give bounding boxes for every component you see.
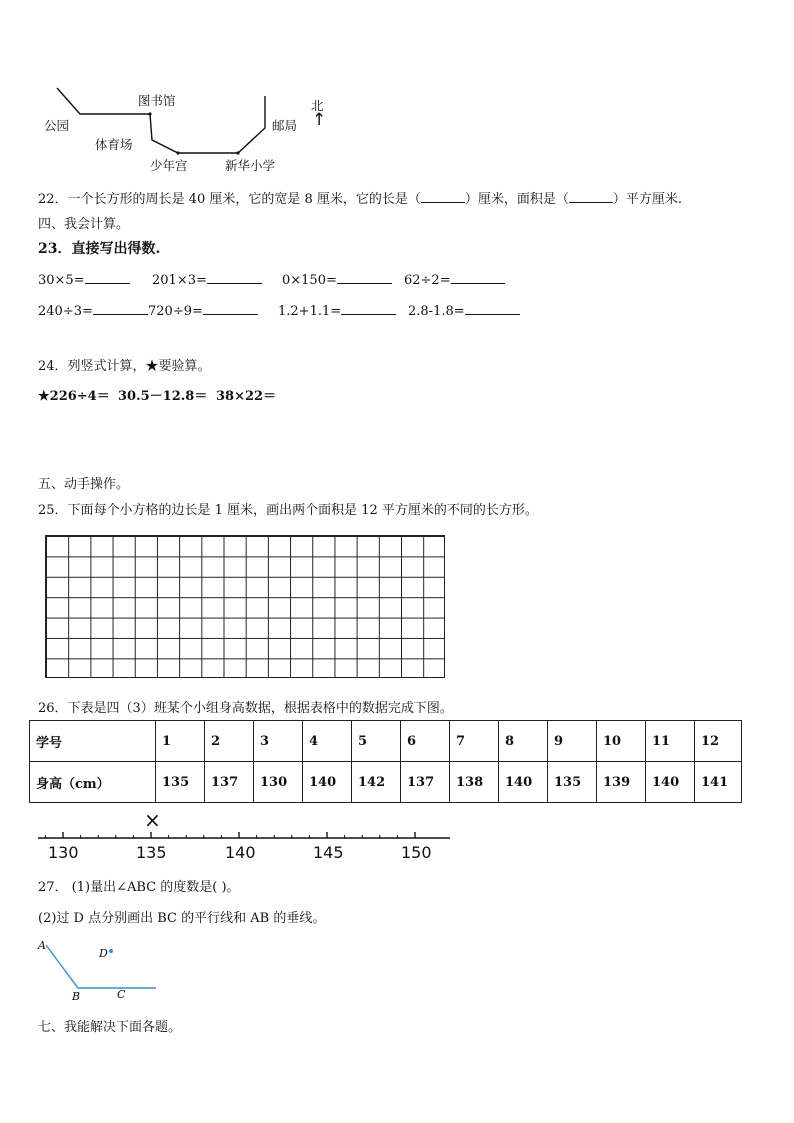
- question-27-part-2: (2)过 D 点分别画出 BC 的平行线和 AB 的垂线。: [38, 911, 326, 926]
- table-cell: 138: [450, 762, 499, 803]
- q23-expr: 240÷3=: [38, 304, 93, 319]
- table-cell: 1: [156, 721, 205, 762]
- section-5-heading: 五、动手操作。: [38, 477, 130, 492]
- table-cell: 140: [499, 762, 548, 803]
- number-line[interactable]: [0, 810, 794, 870]
- q24-item-2: 30.5－12.8＝: [118, 389, 208, 404]
- map-label-youth-palace: 少年宫: [150, 158, 188, 173]
- q24-item-1: ★226÷4＝: [38, 389, 110, 404]
- point-label-a: A: [38, 939, 46, 952]
- q22-text-c: ）平方厘米.: [612, 192, 683, 207]
- answer-blank[interactable]: [207, 271, 262, 284]
- table-cell: 7: [450, 721, 499, 762]
- answer-blank[interactable]: [465, 302, 520, 315]
- answer-blank[interactable]: [337, 271, 392, 284]
- table-cell: 135: [156, 762, 205, 803]
- point-label-b: B: [72, 990, 81, 1003]
- q24-item-3: 38×22＝: [216, 389, 277, 404]
- question-23-title: 23．直接写出得数.: [38, 241, 161, 257]
- question-22: [38, 188, 682, 207]
- q23-expr: 62÷2=: [404, 273, 451, 288]
- answer-blank[interactable]: [341, 302, 396, 315]
- table-cell: 139: [597, 762, 646, 803]
- answer-blank[interactable]: [451, 271, 505, 284]
- axis-label-145: 145: [313, 843, 344, 862]
- axis-label-150: 150: [401, 843, 432, 862]
- table-cell: 4: [303, 721, 352, 762]
- axis-label-135: 135: [136, 843, 167, 862]
- map-label-north: 北: [311, 98, 324, 113]
- square-grid[interactable]: [45, 535, 445, 678]
- q23-row2-item-1: [38, 302, 148, 319]
- q23-row1-item-1: [38, 271, 130, 288]
- table-cell: 135: [548, 762, 597, 803]
- angle-abc-figure: [38, 935, 238, 1005]
- q23-expr: 30×5=: [38, 273, 85, 288]
- table-cell: 9: [548, 721, 597, 762]
- north-arrow-icon: ↑: [312, 110, 327, 130]
- q23-row1-item-2: [152, 271, 262, 288]
- map-label-post-office: 邮局: [272, 118, 298, 133]
- q22-text-b: ）厘米，面积是（: [464, 192, 569, 207]
- table-cell: 11: [646, 721, 695, 762]
- table-cell: 130: [254, 762, 303, 803]
- q22-text-a: 22．一个长方形的周长是 40 厘米，它的宽是 8 厘米，它的长是（: [38, 192, 421, 207]
- table-cell: 137: [205, 762, 254, 803]
- table-cell: 140: [646, 762, 695, 803]
- table-cell: 137: [401, 762, 450, 803]
- q23-row2-item-2: [148, 302, 258, 319]
- section-4-heading: 四、我会计算。: [38, 217, 130, 232]
- q23-expr: 720÷9=: [148, 304, 203, 319]
- table-cell: 140: [303, 762, 352, 803]
- table-cell: 12: [695, 721, 742, 762]
- table-cell: 2: [205, 721, 254, 762]
- table-row-heights: [30, 762, 742, 803]
- map-label-park: 公园: [44, 118, 70, 133]
- map-label-stadium: 体育场: [95, 137, 133, 152]
- question-25: 25．下面每个小方格的边长是 1 厘米，画出两个面积是 12 平方厘米的不同的长方形。: [38, 503, 538, 518]
- axis-label-130: 130: [48, 843, 79, 862]
- axis-label-140: 140: [225, 843, 256, 862]
- table-header-height: 身高（cm）: [30, 762, 156, 803]
- map-label-library: 图书馆: [138, 93, 176, 108]
- table-cell: 141: [695, 762, 742, 803]
- question-24-title: 24．列竖式计算，★要验算。: [38, 359, 211, 374]
- map-label-xinhua-school: 新华小学: [225, 158, 276, 173]
- q23-row2-item-4: [408, 302, 520, 319]
- q23-row1-item-3: [282, 271, 392, 288]
- q23-expr: 0×150=: [282, 273, 337, 288]
- table-cell: 8: [499, 721, 548, 762]
- table-cell: 6: [401, 721, 450, 762]
- question-27-part-1: 27． (1)量出∠ABC 的度数是( )。: [38, 880, 240, 895]
- q23-row1-item-4: [404, 271, 505, 288]
- table-row-ids: [30, 721, 742, 762]
- point-label-d: D: [99, 947, 108, 960]
- table-cell: 142: [352, 762, 401, 803]
- answer-blank[interactable]: [85, 271, 130, 284]
- table-cell: 10: [597, 721, 646, 762]
- q22-blank-length[interactable]: [421, 190, 465, 203]
- table-cell: 5: [352, 721, 401, 762]
- question-26: 26．下表是四（3）班某个小组身高数据，根据表格中的数据完成下图。: [38, 701, 453, 716]
- q22-blank-area[interactable]: [569, 190, 613, 203]
- section-7-heading: 七、我能解决下面各题。: [38, 1020, 182, 1035]
- answer-blank[interactable]: [203, 302, 258, 315]
- q23-expr: 2.8-1.8=: [408, 304, 465, 319]
- route-map-lines: [0, 0, 794, 200]
- table-header-id: 学号: [30, 721, 156, 762]
- q23-expr: 201×3=: [152, 273, 207, 288]
- number-line-marker: ×: [144, 808, 161, 832]
- height-table: [29, 720, 742, 803]
- point-label-c: C: [117, 988, 126, 1001]
- q23-row2-item-3: [278, 302, 396, 319]
- table-cell: 3: [254, 721, 303, 762]
- q23-expr: 1.2+1.1=: [278, 304, 342, 319]
- answer-blank[interactable]: [93, 302, 148, 315]
